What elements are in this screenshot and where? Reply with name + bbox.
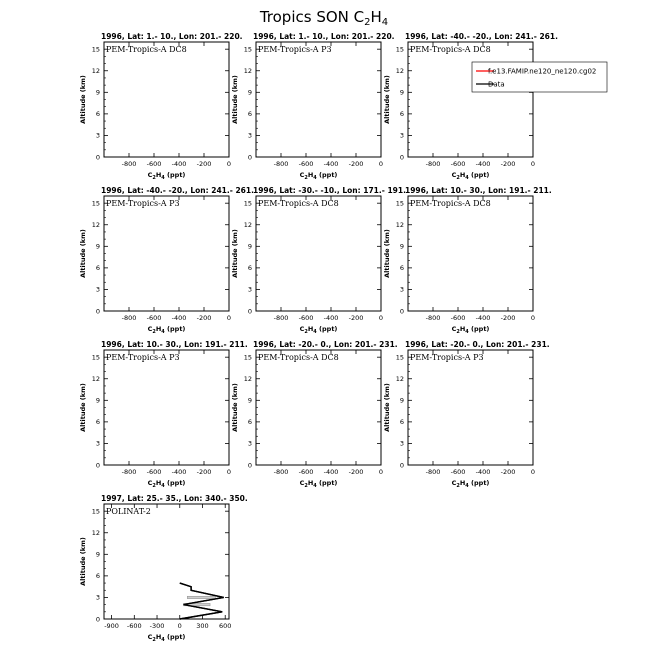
plot-frame	[408, 196, 533, 311]
plot-frame	[104, 196, 229, 311]
plot-frame	[256, 350, 381, 465]
y-tick-label: 6	[247, 110, 252, 119]
y-tick-label: 9	[95, 396, 100, 405]
x-tick-label: 0	[226, 314, 232, 322]
panel-title: 1996, Lat: -40.- -20., Lon: 241.- 261.	[405, 32, 558, 41]
y-tick-label: 3	[95, 439, 100, 448]
y-tick-label: 0	[95, 461, 100, 470]
y-tick-label: 3	[95, 593, 100, 602]
x-tick-label: -200	[196, 314, 212, 322]
panel-title: 1996, Lat: -20.- 0., Lon: 201.- 231.	[405, 340, 550, 349]
experiment-label: PEM-Tropics-A DC8	[410, 45, 491, 54]
y-tick-label: 12	[395, 221, 404, 230]
plot-frame	[408, 350, 533, 465]
y-tick-label: 9	[95, 550, 100, 559]
y-tick-label: 0	[399, 153, 404, 162]
y-tick-label: 15	[91, 353, 100, 362]
x-tick-label: -200	[348, 160, 364, 168]
y-tick-label: 9	[95, 242, 100, 251]
error-bar	[187, 596, 215, 598]
x-tick-label: -800	[121, 160, 137, 168]
x-axis-label: $C_2H_4$ (ppt)	[299, 479, 338, 489]
y-tick-label: 6	[95, 418, 100, 427]
experiment-label: PEM-Tropics-A DC8	[106, 45, 187, 54]
panel-title: 1997, Lat: 25.- 35., Lon: 340.- 350.	[101, 494, 248, 503]
x-axis-label: $C_2H_4$ (ppt)	[451, 325, 490, 335]
y-tick-label: 9	[247, 242, 252, 251]
chart-panel-6	[383, 186, 552, 335]
x-tick-label: 0	[226, 160, 232, 168]
y-tick-label: 12	[243, 67, 252, 76]
y-tick-label: 6	[247, 264, 252, 273]
x-tick-label: -200	[348, 314, 364, 322]
chart-panel-2	[231, 32, 395, 181]
y-tick-label: 0	[95, 153, 100, 162]
y-axis-label: Altitude (km)	[79, 75, 87, 124]
x-tick-label: -800	[425, 468, 441, 476]
y-tick-label: 0	[95, 307, 100, 316]
y-tick-label: 0	[247, 307, 252, 316]
x-tick-label: -400	[475, 160, 491, 168]
plot-frame	[256, 196, 381, 311]
x-tick-label: -600	[146, 314, 162, 322]
panel-title: 1996, Lat: -40.- -20., Lon: 241.- 261.	[101, 186, 254, 195]
y-tick-label: 15	[243, 353, 252, 362]
y-tick-label: 15	[243, 45, 252, 54]
chart-panel-8	[231, 340, 398, 489]
x-tick-label: -800	[121, 314, 137, 322]
y-tick-label: 12	[91, 529, 100, 538]
x-tick-label: -600	[298, 314, 314, 322]
y-tick-label: 12	[395, 375, 404, 384]
legend-label: Data	[488, 80, 505, 89]
y-tick-label: 0	[399, 461, 404, 470]
x-axis-label: $C_2H_4$ (ppt)	[451, 171, 490, 181]
x-tick-label: -400	[171, 314, 187, 322]
x-tick-label: -400	[171, 160, 187, 168]
x-tick-label: -800	[425, 160, 441, 168]
x-tick-label: -600	[450, 314, 466, 322]
x-tick-label: -800	[273, 314, 289, 322]
y-tick-label: 12	[91, 221, 100, 230]
y-axis-label: Altitude (km)	[79, 537, 87, 586]
panel-title: 1996, Lat: 1.- 10., Lon: 201.- 220.	[101, 32, 243, 41]
y-tick-label: 15	[395, 353, 404, 362]
y-tick-label: 12	[243, 375, 252, 384]
x-tick-label: -400	[323, 314, 339, 322]
chart-panel-4	[79, 186, 254, 335]
x-tick-label: -800	[273, 468, 289, 476]
experiment-label: PEM-Tropics-A DC8	[258, 353, 339, 362]
x-tick-label: -600	[126, 622, 142, 630]
x-tick-label: -600	[298, 160, 314, 168]
x-tick-label: -400	[323, 468, 339, 476]
y-tick-label: 15	[91, 45, 100, 54]
x-tick-label: -200	[196, 468, 212, 476]
experiment-label: POLINAT-2	[106, 507, 151, 516]
y-tick-label: 3	[247, 131, 252, 140]
x-axis-label: $C_2H_4$ (ppt)	[299, 325, 338, 335]
y-tick-label: 9	[399, 396, 404, 405]
y-tick-label: 0	[95, 615, 100, 624]
y-tick-label: 6	[95, 264, 100, 273]
x-tick-label: 0	[378, 314, 384, 322]
y-axis-label: Altitude (km)	[383, 383, 391, 432]
x-tick-label: -800	[425, 314, 441, 322]
x-tick-label: 300	[196, 622, 209, 630]
y-axis-label: Altitude (km)	[231, 229, 239, 278]
y-tick-label: 9	[95, 88, 100, 97]
experiment-label: PEM-Tropics-A P3	[410, 353, 484, 362]
panel-title: 1996, Lat: -20.- 0., Lon: 201.- 231.	[253, 340, 398, 349]
y-tick-label: 0	[247, 153, 252, 162]
y-tick-label: 15	[395, 45, 404, 54]
y-tick-label: 9	[247, 396, 252, 405]
x-axis-label: $C_2H_4$ (ppt)	[147, 633, 186, 643]
x-tick-label: -800	[121, 468, 137, 476]
x-tick-label: -400	[475, 314, 491, 322]
data-line-top-1	[180, 583, 224, 619]
legend	[472, 62, 607, 92]
x-axis-label: $C_2H_4$ (ppt)	[147, 325, 186, 335]
y-tick-label: 3	[399, 439, 404, 448]
x-tick-label: 0	[378, 160, 384, 168]
panel-grid	[79, 32, 558, 643]
x-tick-label: -600	[146, 468, 162, 476]
y-tick-label: 3	[399, 131, 404, 140]
x-tick-label: 0	[378, 468, 384, 476]
chart-panel-3	[383, 32, 558, 181]
y-tick-label: 9	[399, 242, 404, 251]
x-tick-label: -200	[500, 160, 516, 168]
x-tick-label: -200	[500, 314, 516, 322]
plot-frame	[104, 350, 229, 465]
plot-frame	[408, 42, 533, 157]
x-tick-label: 0	[530, 160, 536, 168]
y-tick-label: 3	[247, 439, 252, 448]
x-axis-label: $C_2H_4$ (ppt)	[147, 171, 186, 181]
y-axis-label: Altitude (km)	[79, 229, 87, 278]
y-tick-label: 6	[247, 418, 252, 427]
y-tick-label: 15	[91, 199, 100, 208]
y-tick-label: 3	[247, 285, 252, 294]
chart-panel-7	[79, 340, 248, 489]
plot-frame	[104, 42, 229, 157]
experiment-label: PEM-Tropics-A DC8	[410, 199, 491, 208]
y-tick-label: 12	[91, 67, 100, 76]
x-tick-label: -300	[149, 622, 165, 630]
panel-title: 1996, Lat: 10.- 30., Lon: 191.- 211.	[101, 340, 248, 349]
y-tick-label: 6	[399, 418, 404, 427]
x-tick-label: -200	[196, 160, 212, 168]
y-axis-label: Altitude (km)	[383, 229, 391, 278]
legend-label: f.e13.FAMIP.ne120_ne120.cg02	[488, 67, 597, 76]
y-tick-label: 12	[91, 375, 100, 384]
y-tick-label: 15	[395, 199, 404, 208]
panel-title: 1996, Lat: -30.- -10., Lon: 171.- 191.	[253, 186, 406, 195]
x-tick-label: -600	[450, 468, 466, 476]
y-tick-label: 9	[247, 88, 252, 97]
y-tick-label: 6	[95, 110, 100, 119]
x-tick-label: 0	[177, 622, 182, 630]
y-axis-label: Altitude (km)	[79, 383, 87, 432]
y-tick-label: 9	[399, 88, 404, 97]
x-tick-label: -400	[475, 468, 491, 476]
figure-title: Tropics SON $C_2H_4$	[259, 8, 389, 28]
plot-frame	[256, 42, 381, 157]
plot-frame	[104, 504, 229, 619]
y-tick-label: 12	[395, 67, 404, 76]
y-tick-label: 3	[399, 285, 404, 294]
experiment-label: PEM-Tropics-A DC8	[258, 199, 339, 208]
y-tick-label: 3	[95, 285, 100, 294]
x-tick-label: -600	[450, 160, 466, 168]
x-tick-label: -800	[273, 160, 289, 168]
panel-title: 1996, Lat: 10.- 30., Lon: 191.- 211.	[405, 186, 552, 195]
x-tick-label: -600	[146, 160, 162, 168]
x-tick-label: -400	[323, 160, 339, 168]
x-tick-label: 600	[219, 622, 232, 630]
x-tick-label: -600	[298, 468, 314, 476]
panel-title: 1996, Lat: 1.- 10., Lon: 201.- 220.	[253, 32, 395, 41]
y-tick-label: 15	[243, 199, 252, 208]
y-tick-label: 12	[243, 221, 252, 230]
chart-panel-9	[383, 340, 550, 489]
y-tick-label: 3	[95, 131, 100, 140]
chart-panel-1	[79, 32, 243, 181]
x-axis-label: $C_2H_4$ (ppt)	[299, 171, 338, 181]
y-axis-label: Altitude (km)	[231, 75, 239, 124]
y-tick-label: 15	[91, 507, 100, 516]
x-tick-label: -900	[104, 622, 119, 630]
chart-panel-5	[231, 186, 406, 335]
x-tick-label: 0	[530, 314, 536, 322]
chart-panel-10	[79, 494, 248, 643]
x-tick-label: -400	[171, 468, 187, 476]
x-tick-label: -200	[500, 468, 516, 476]
experiment-label: PEM-Tropics-A P3	[106, 199, 180, 208]
x-tick-label: 0	[530, 468, 536, 476]
y-tick-label: 0	[247, 461, 252, 470]
x-axis-label: $C_2H_4$ (ppt)	[147, 479, 186, 489]
y-tick-label: 6	[399, 264, 404, 273]
x-axis-label: $C_2H_4$ (ppt)	[451, 479, 490, 489]
y-tick-label: 6	[95, 572, 100, 581]
experiment-label: PEM-Tropics-A P3	[258, 45, 332, 54]
y-axis-label: Altitude (km)	[383, 75, 391, 124]
y-tick-label: 6	[399, 110, 404, 119]
y-axis-label: Altitude (km)	[231, 383, 239, 432]
y-tick-label: 0	[399, 307, 404, 316]
experiment-label: PEM-Tropics-A P3	[106, 353, 180, 362]
x-tick-label: -200	[348, 468, 364, 476]
x-tick-label: 0	[226, 468, 232, 476]
